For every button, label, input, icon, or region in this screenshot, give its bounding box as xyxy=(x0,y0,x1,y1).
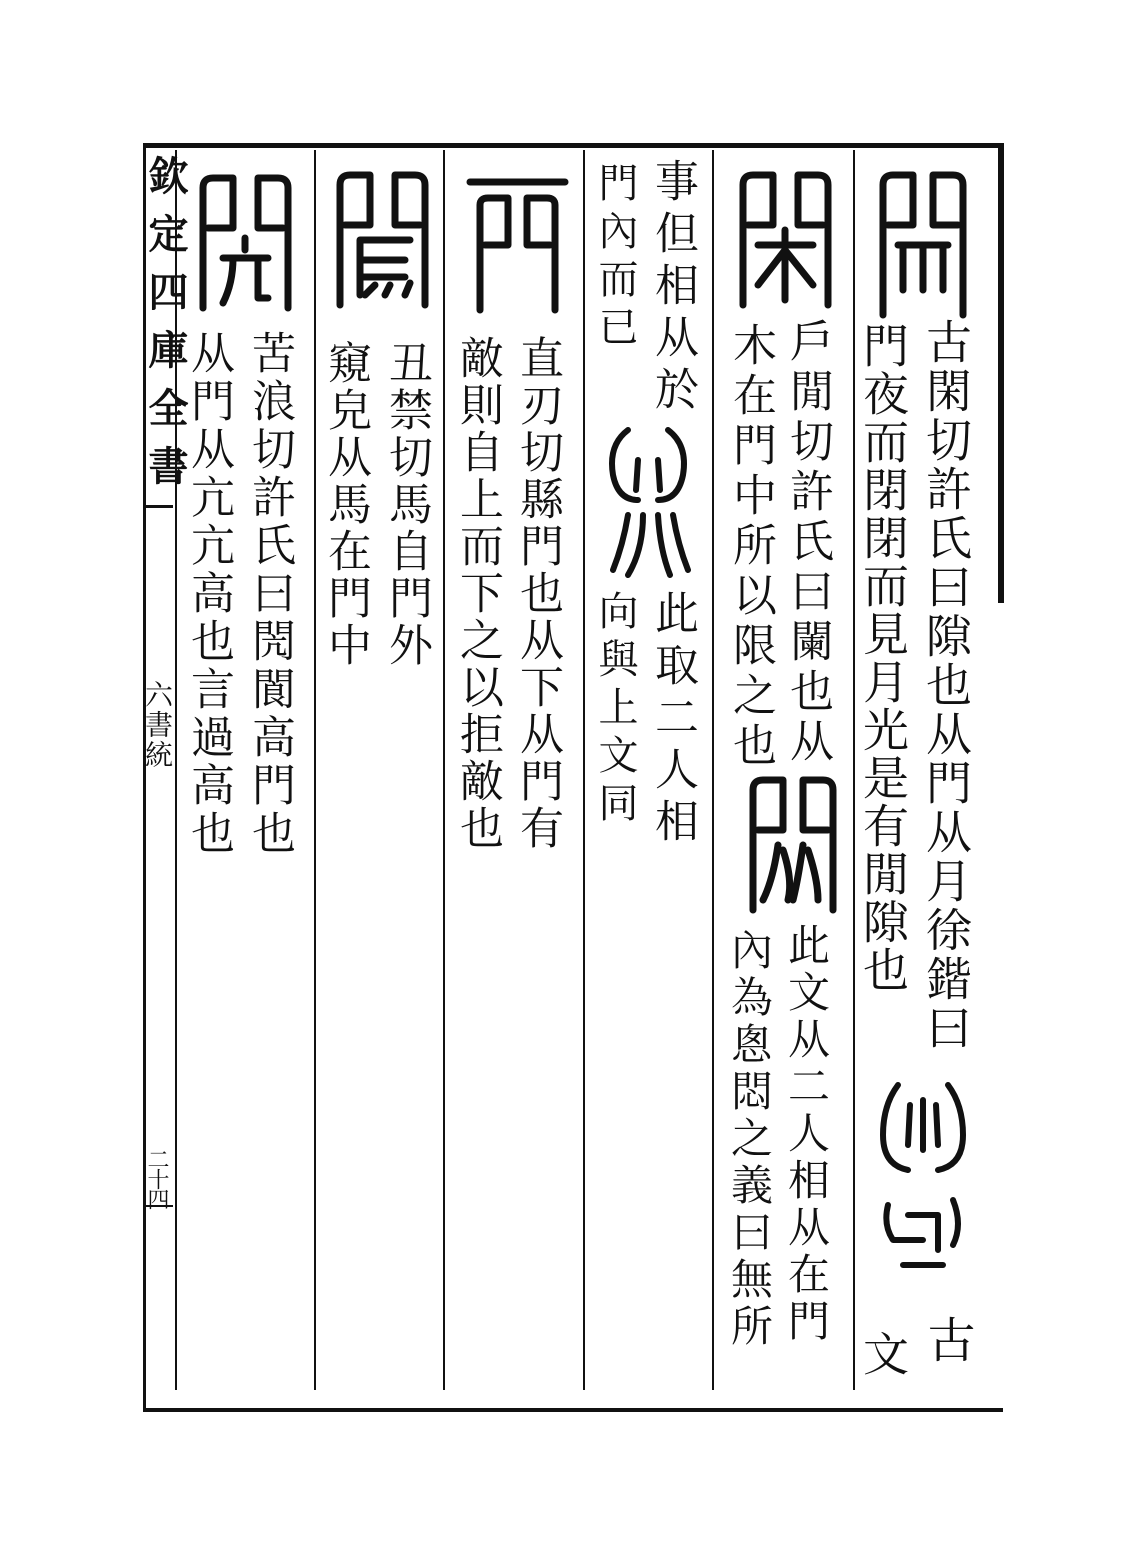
text-column: 門夜而閉閉而見月光是有閒隙也 xyxy=(856,322,910,994)
text-column: 木在門中所以限之也 xyxy=(725,322,776,772)
right-border xyxy=(998,143,1004,603)
column-divider xyxy=(443,150,445,1390)
text-column: 古閑切許氏曰隙也从門从月徐鍇曰 xyxy=(919,318,973,1053)
column-divider xyxy=(583,150,585,1390)
text-column: 內為悤悶之義曰無所 xyxy=(725,928,774,1351)
text-column: 苦浪切許氏曰閌閬高門也 xyxy=(244,330,295,858)
text-column: 古 xyxy=(919,1315,975,1363)
seal-variant-form-icon xyxy=(598,420,698,580)
text-column: 丑禁切馬自門外 xyxy=(381,340,432,669)
seal-character-icon xyxy=(868,165,978,325)
seal-character-icon xyxy=(325,165,440,315)
text-column: 此取二人相 xyxy=(647,590,698,850)
column-divider xyxy=(712,150,714,1390)
margin-divider-1 xyxy=(143,505,173,508)
section-title: 六書統 xyxy=(141,680,174,770)
text-column: 敵則自上而下之以拒敵也 xyxy=(452,335,503,852)
book-title: 欽定四庫全書 xyxy=(142,155,189,503)
seal-character-icon xyxy=(460,170,575,320)
text-column: 文 xyxy=(856,1330,910,1376)
text-column: 此文从二人相从在門 xyxy=(782,923,831,1346)
text-column: 向與上文同 xyxy=(592,590,638,830)
text-column: 直刃切縣門也从下从門有 xyxy=(512,335,563,852)
seal-ancient-form-icon xyxy=(868,1075,978,1290)
text-column: 窺皃从馬在門中 xyxy=(320,340,371,669)
column-divider xyxy=(853,150,855,1390)
text-column: 門內而已 xyxy=(592,162,638,354)
column-divider xyxy=(314,150,316,1390)
text-column: 从門从亢亢高也言過高也 xyxy=(183,330,234,858)
seal-character-icon xyxy=(738,770,848,920)
text-column: 事但相从於 xyxy=(647,158,698,418)
top-border xyxy=(143,143,1003,148)
seal-character-icon xyxy=(188,168,303,318)
text-column: 戶閒切許氏曰闌也从 xyxy=(782,318,833,768)
page-number: 二十四 xyxy=(144,1148,169,1208)
bottom-border xyxy=(143,1408,1003,1412)
seal-character-icon xyxy=(728,165,843,315)
